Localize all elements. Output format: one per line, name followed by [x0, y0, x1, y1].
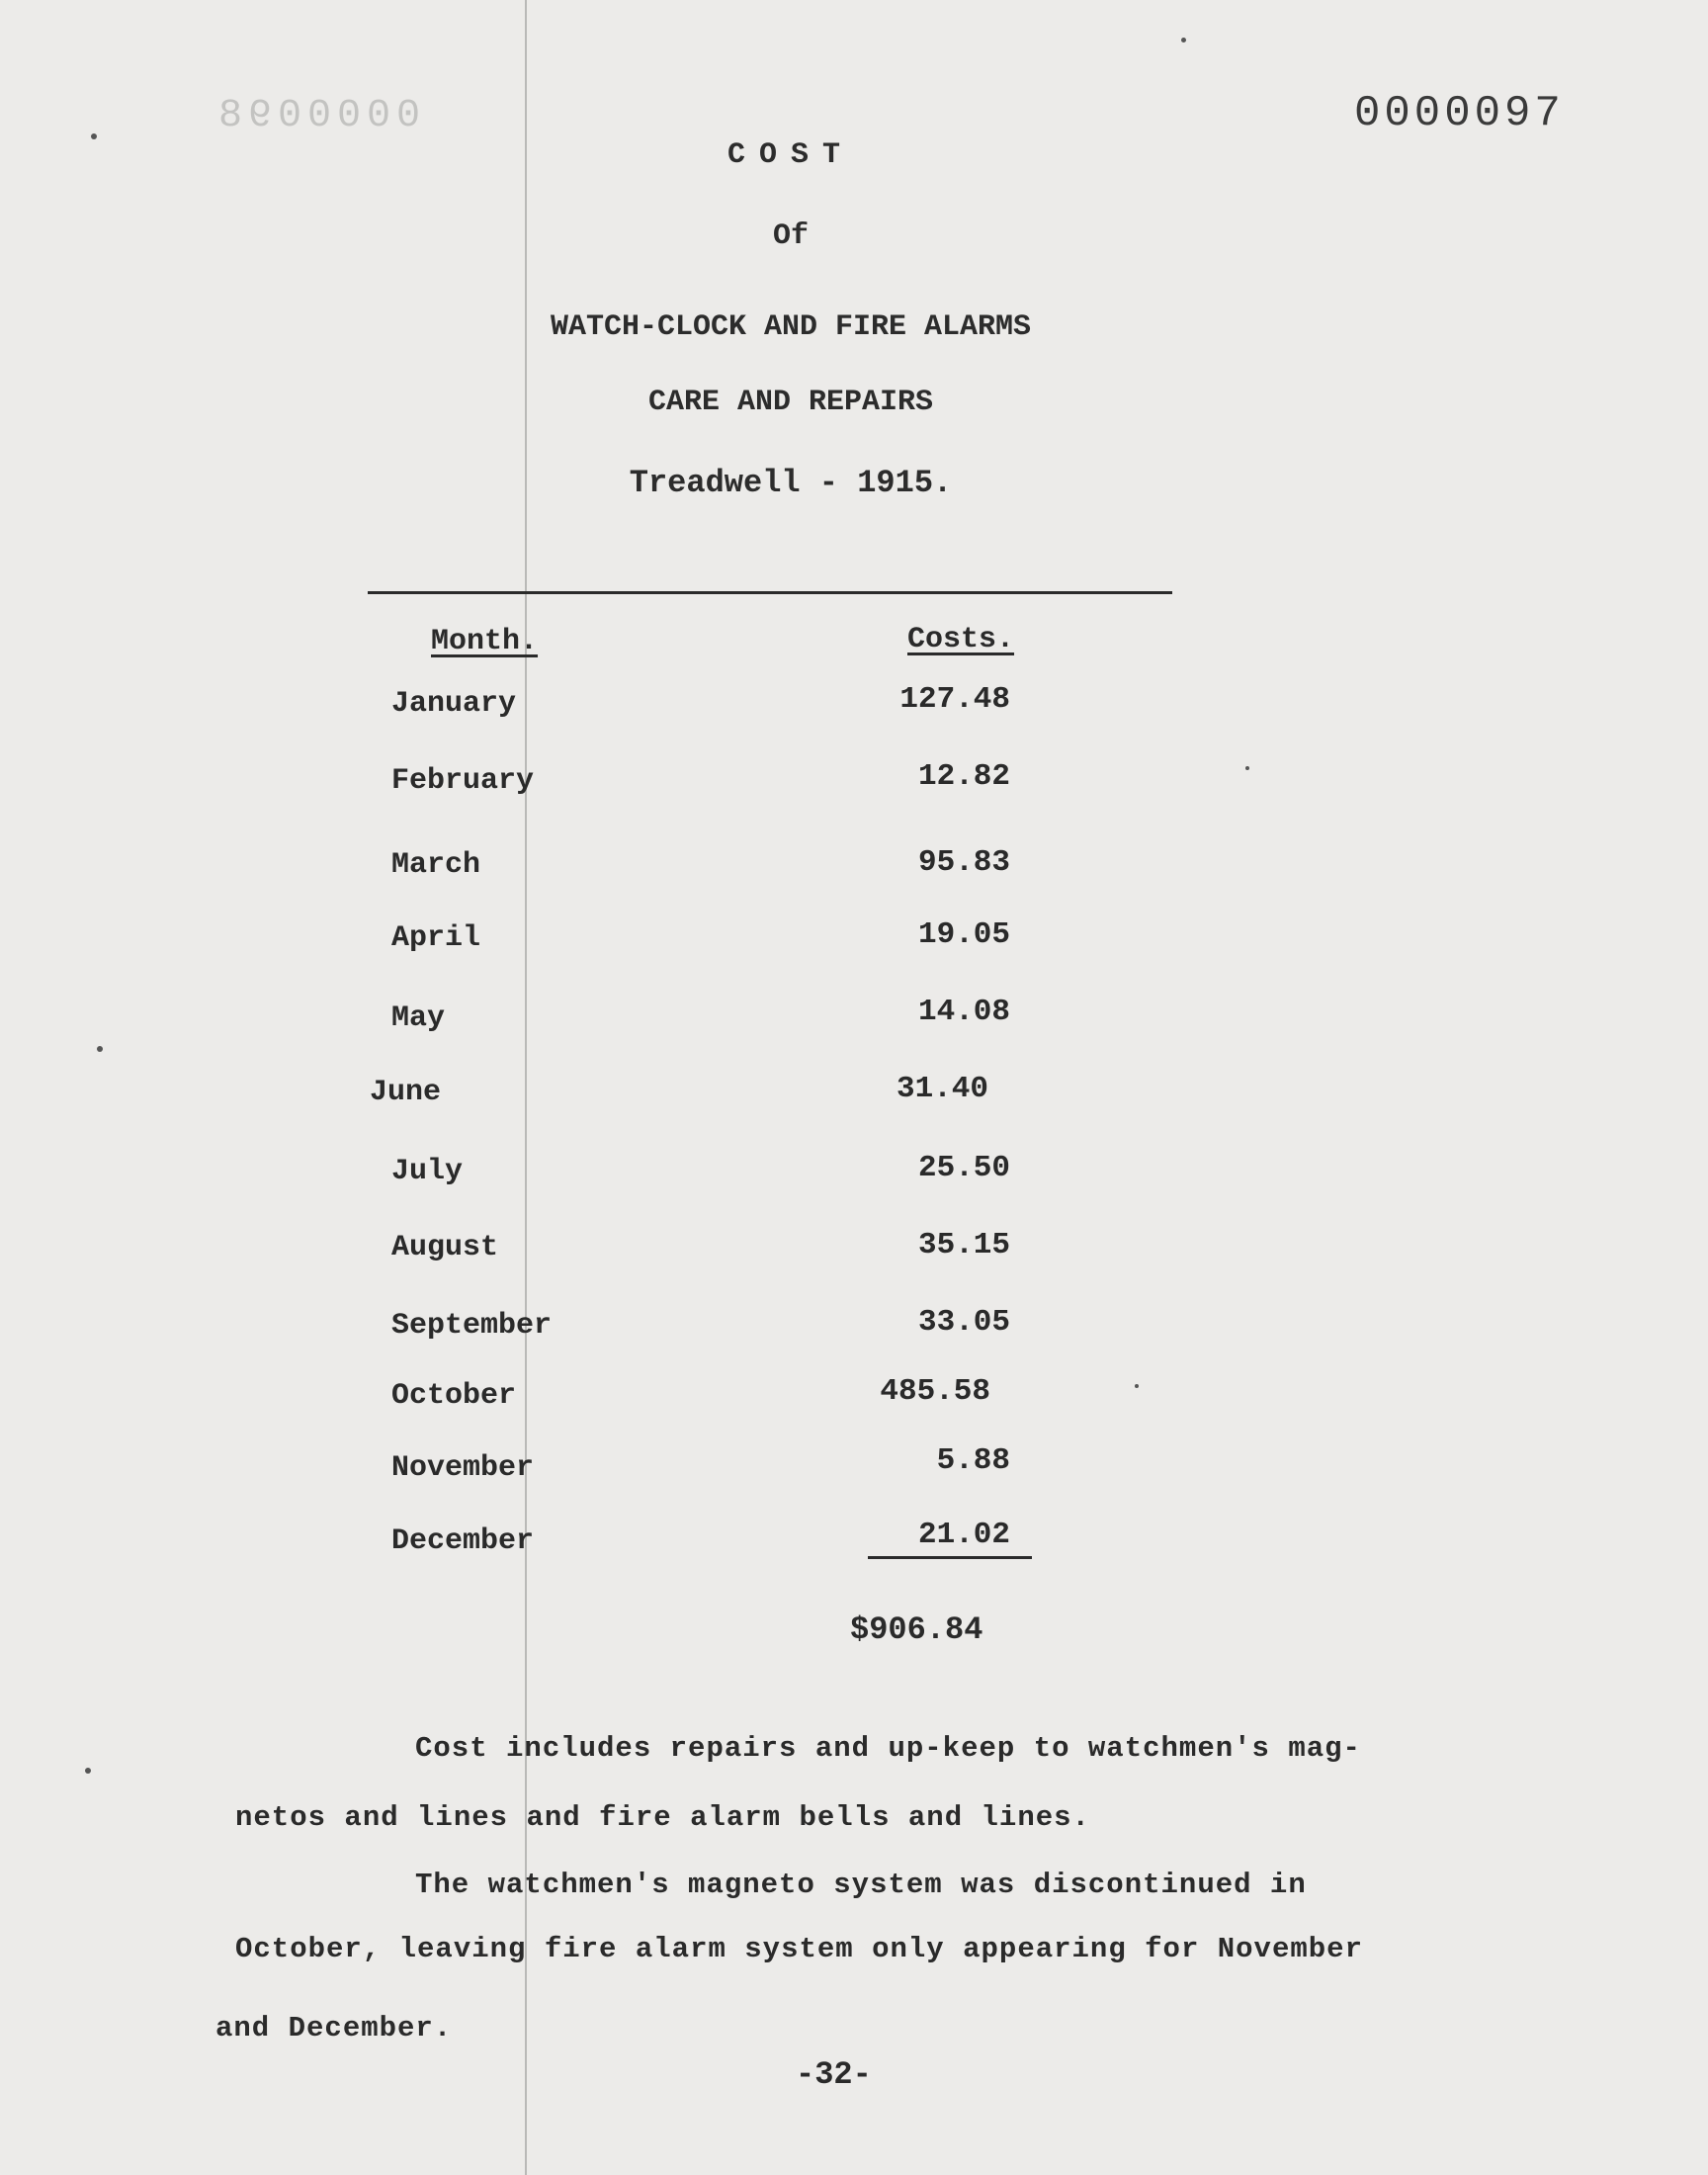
- cost-cell: 485.58: [880, 1374, 990, 1409]
- title-line-2: Of: [772, 219, 809, 253]
- note-line: netos and lines and fire alarm bells and lines.: [235, 1801, 1090, 1834]
- speck: [91, 133, 97, 139]
- speck: [1135, 1384, 1139, 1388]
- speck: [85, 1768, 91, 1774]
- speck: [1181, 38, 1186, 43]
- month-cell: February: [391, 764, 535, 798]
- cost-cell: 12.82: [917, 759, 1010, 794]
- month-cell: May: [391, 1001, 446, 1035]
- month-cell: November: [391, 1451, 535, 1485]
- document-number: 0000097: [1354, 89, 1565, 138]
- month-cell: October: [391, 1379, 517, 1413]
- month-cell: January: [391, 687, 517, 721]
- total-cost: $906.84: [850, 1611, 983, 1648]
- cost-cell: 35.15: [917, 1228, 1010, 1262]
- month-cell: June: [370, 1076, 442, 1109]
- month-cell: September: [391, 1309, 553, 1343]
- note-line: Cost includes repairs and up-keep to watchmen's mag-: [415, 1732, 1361, 1765]
- cost-cell: 5.88: [936, 1443, 1010, 1478]
- cost-cell: 25.50: [917, 1151, 1010, 1185]
- speck: [1245, 766, 1249, 770]
- cost-cell: 31.40: [896, 1072, 988, 1106]
- month-cell: July: [391, 1155, 464, 1188]
- month-cell: August: [391, 1231, 499, 1264]
- title-line-3: WATCH-CLOCK AND FIRE ALARMS: [550, 310, 1032, 344]
- cost-cell: 19.05: [917, 917, 1010, 952]
- table-top-rule: [368, 591, 1172, 594]
- month-column-header: Month.: [431, 625, 539, 658]
- title-line-1: COST: [726, 138, 854, 172]
- note-line: and December.: [215, 2012, 453, 2044]
- cost-cell: 95.83: [917, 845, 1010, 880]
- note-line: The watchmen's magneto system was discontinued in: [415, 1869, 1307, 1901]
- month-cell: March: [391, 848, 481, 882]
- cost-cell: 14.08: [917, 995, 1010, 1029]
- sum-rule: [868, 1556, 1032, 1559]
- speck: [97, 1046, 103, 1052]
- cost-column-header: Costs.: [907, 623, 1015, 656]
- cost-cell: 33.05: [917, 1305, 1010, 1340]
- month-cell: December: [391, 1524, 535, 1558]
- bleed-through-number: 0000098: [213, 94, 421, 138]
- page-number: -32-: [796, 2056, 872, 2093]
- month-cell: April: [391, 921, 481, 955]
- cost-cell: 127.48: [899, 682, 1010, 717]
- title-line-5: Treadwell - 1915.: [629, 465, 953, 501]
- note-line: October, leaving fire alarm system only appearing for November: [235, 1933, 1363, 1965]
- cost-cell: 21.02: [917, 1518, 1010, 1552]
- title-line-4: CARE AND REPAIRS: [647, 386, 934, 419]
